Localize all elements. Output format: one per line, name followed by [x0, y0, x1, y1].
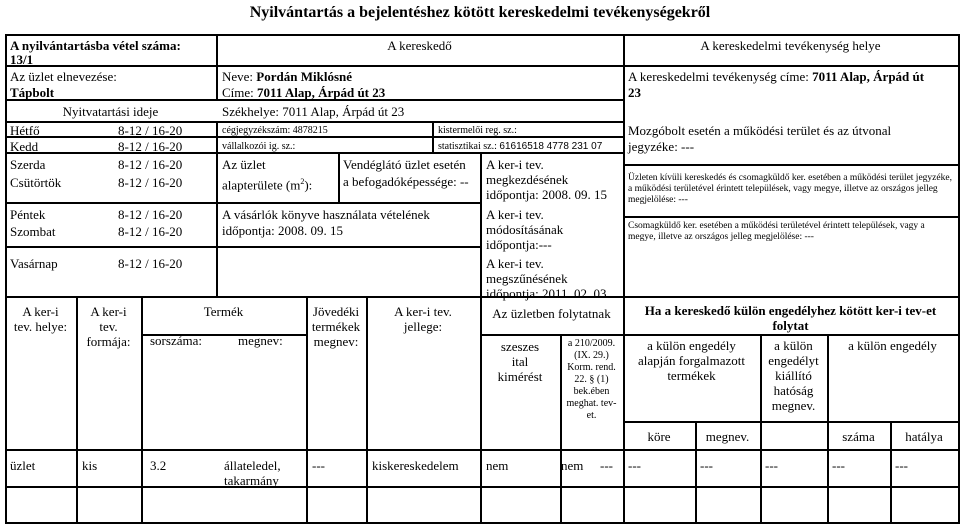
reg-number-value: 13/1 — [10, 52, 34, 67]
permit-authority-5: megnev. — [771, 398, 816, 413]
data-permit-cell: --- — [832, 458, 845, 473]
day-hours: 8-12 / 16-20 — [118, 139, 183, 154]
address-label: Címe: — [222, 85, 254, 100]
outside-trade-text: Üzleten kívüli kereskedés és csomagküldő ker. esetében a működési terület jegyzéke, a működési területével érintett települések, vagy megye, illetve az országos jelleg megjelölése: --- — [628, 173, 952, 205]
grid-line — [5, 449, 960, 451]
decree-line-2: (IX. 29.) — [574, 350, 609, 361]
permit-authority-2: engedélyt — [768, 353, 819, 368]
data-excise: --- — [312, 458, 325, 473]
day-hours: 8-12 / 16-20 — [118, 256, 183, 271]
alcohol-header-3: kimérést — [497, 369, 543, 384]
place-address-value-2: 23 — [628, 85, 641, 100]
seat-field — [222, 104, 404, 119]
area-unit-label — [222, 174, 312, 192]
form-col-label-2: tev. — [99, 319, 118, 334]
day-hours: 8-12 / 16-20 — [118, 123, 183, 138]
day-hours: 8-12 / 16-20 — [118, 175, 183, 190]
day-hours: 8-12 / 16-20 — [118, 207, 183, 222]
owner-field — [222, 69, 352, 84]
permit-name-header: megnev. — [705, 429, 750, 444]
shop-name-value: Tápbolt — [10, 85, 55, 100]
permit-title-1: Ha a kereskedő külön engedélyhez kötött ker-i tev-et — [644, 303, 937, 318]
grid-line — [623, 421, 960, 423]
decree-line-6: meghat. tev- — [566, 398, 617, 409]
owner-value: Pordán Miklósné — [256, 69, 353, 84]
grid-line — [623, 34, 625, 524]
decree-line-7: et. — [586, 410, 597, 421]
grid-line — [141, 296, 143, 524]
decree-line-4: 22. § (1) — [574, 374, 609, 385]
address-value: 7011 Alap, Árpád út 23 — [257, 85, 386, 100]
permit-number-header: száma — [842, 429, 875, 444]
grid-line — [480, 296, 482, 524]
mobile-route-list: jegyzéke: --- — [628, 139, 695, 154]
grid-line — [623, 164, 960, 166]
excise-header-1: Jövedéki — [312, 304, 360, 319]
data-product-name-1: állateledel, — [224, 458, 281, 473]
grid-line — [623, 334, 960, 336]
entrepreneur-label: vállalkozói ig. sz.: — [222, 141, 296, 152]
grid-line — [5, 202, 480, 204]
alcohol-header-1: szeszes — [500, 339, 540, 354]
area-label-text: alapterülete (m — [222, 177, 301, 193]
permit-products-3: termékek — [667, 368, 716, 383]
data-nature: kiskereskedelem — [372, 458, 459, 473]
grid-line — [5, 522, 960, 524]
grid-line — [623, 216, 960, 218]
product-header: Termék — [203, 304, 244, 319]
trader-header: A kereskedő — [387, 38, 452, 53]
area-sup: 2 — [300, 177, 305, 186]
grid-line — [5, 121, 623, 123]
registry-table — [0, 34, 960, 524]
data-form: kis — [82, 458, 98, 473]
data-permit-cell: --- — [895, 458, 908, 473]
excise-header-3: megnev: — [313, 334, 359, 349]
permit-products-1: a külön engedély — [647, 338, 736, 353]
mailorder-text: Csomagküldő ker. esetében a működési területével érintett települések, vagy a megye, illetve az országos jelleg megjelölése: --- — [628, 221, 925, 242]
opening-hours-label: Nyitvatartási ideje — [62, 104, 159, 119]
end-date: időpontja: 2011. 02. 03 — [486, 286, 607, 301]
place-address-value: 7011 Alap, Árpád út — [812, 69, 925, 84]
grid-line — [5, 65, 960, 67]
catering-capacity: a befogadóképessége: -- — [343, 174, 469, 189]
start-label-2: megkezdésének — [486, 172, 569, 187]
data-permit-cell: --- — [765, 458, 778, 473]
shop-name-label: Az üzlet elnevezése: — [10, 69, 117, 84]
stat-number-field — [438, 141, 602, 153]
day-label: Csütörtök — [10, 175, 62, 190]
company-reg-label: cégjegyzékszám: — [222, 125, 291, 136]
data-permit-cell: --- — [700, 458, 713, 473]
day-label: Kedd — [10, 139, 39, 154]
complaint-book-date: időpontja: 2008. 09. 15 — [222, 223, 343, 238]
start-date: időpontja: 2008. 09. 15 — [486, 187, 607, 202]
decree-line-1: a 210/2009. — [567, 338, 616, 349]
permit-products-2: alapján forgalmazott — [638, 353, 745, 368]
owner-label: Neve: — [222, 69, 254, 84]
end-label-2: megszűnésének — [486, 271, 568, 286]
complaint-book-label: A vásárlók könyve használata vételének — [222, 207, 430, 222]
small-producer-label: kistermelői reg. sz.: — [438, 125, 517, 136]
day-label: Vasárnap — [10, 256, 58, 271]
company-reg-field — [222, 125, 328, 137]
permit-scope-header: köre — [647, 429, 671, 444]
data-permit-cell: --- — [628, 458, 641, 473]
address-field — [222, 85, 385, 100]
place-address-label: A kereskedelmi tevékenység címe: — [628, 69, 809, 84]
company-reg-value: 4878215 — [292, 125, 328, 136]
place-header: A kereskedelmi tevékenység helye — [700, 38, 881, 53]
reg-number-label: A nyilvántartásba vétel száma: — [10, 38, 181, 53]
permit-authority-1: a külön — [774, 338, 813, 353]
grid-line — [958, 34, 960, 524]
nature-header-2: jellege: — [403, 319, 443, 334]
day-label: Szerda — [10, 157, 46, 172]
decree-line-5: bek.ében — [573, 386, 610, 397]
form-col-label-1: A ker-i — [90, 304, 127, 319]
alcohol-header-2: ital — [511, 354, 529, 369]
catering-label: Vendéglátó üzlet esetén — [343, 157, 466, 172]
mod-date: időpontja:--- — [486, 237, 552, 252]
product-name-header: megnev: — [238, 333, 283, 348]
mobile-route-text: Mozgóbolt esetén a működési terület és az útvonal — [628, 123, 892, 138]
grid-line — [480, 152, 482, 296]
place-col-label-1: A ker-i — [22, 304, 59, 319]
grid-line — [480, 334, 623, 336]
grid-line — [5, 246, 480, 248]
place-col-label-2: tev. helye: — [13, 319, 68, 334]
seat-label: Székhelye: — [222, 104, 280, 119]
end-label-1: A ker-i tev. — [486, 256, 544, 271]
grid-line — [5, 296, 960, 298]
mod-label-2: módosításának — [486, 222, 564, 237]
grid-line — [338, 152, 340, 202]
permit-id-header: a külön engedély — [848, 338, 937, 353]
continued-header: Az üzletben folytatnak — [492, 306, 611, 321]
decree-line-3: Korm. rend. — [567, 362, 616, 373]
day-label: Szombat — [10, 224, 56, 239]
permit-validity-header: hatálya — [905, 429, 943, 444]
excise-header-2: termékek — [311, 319, 361, 334]
document-title: Nyilvántartás a bejelentéshez kötött kereskedelmi tevékenységekről — [249, 4, 711, 21]
place-address-field — [628, 69, 924, 84]
data-decree: nem — [561, 458, 584, 473]
form-col-label-3: formája: — [86, 334, 131, 349]
day-hours: 8-12 / 16-20 — [118, 224, 183, 239]
grid-line — [5, 486, 960, 488]
data-permit-cell: --- — [600, 458, 613, 473]
grid-line — [5, 34, 960, 36]
start-label-1: A ker-i tev. — [486, 157, 544, 172]
product-number-header: sorszáma: — [150, 333, 202, 348]
day-label: Hétfő — [10, 123, 40, 138]
nature-header-1: A ker-i tev. — [394, 304, 452, 319]
permit-authority-3: kiállító — [775, 368, 812, 383]
seat-value: 7011 Alap, Árpád út 23 — [282, 104, 405, 119]
data-alcohol: nem — [486, 458, 509, 473]
stat-number-label: statisztikai sz.: — [438, 141, 497, 152]
data-place: üzlet — [10, 458, 36, 473]
grid-line — [216, 121, 218, 296]
stat-number-value: 61616518 4778 231 07 — [499, 141, 603, 152]
permit-title-2: folytat — [772, 318, 809, 333]
day-hours: 8-12 / 16-20 — [118, 157, 183, 172]
data-product-number: 3.2 — [150, 458, 167, 473]
day-label: Péntek — [10, 207, 46, 222]
area-label-end: ): — [304, 177, 313, 193]
area-label: Az üzlet — [222, 157, 266, 172]
mod-label-1: A ker-i tev. — [486, 207, 544, 222]
data-product-name-2: takarmány — [224, 473, 279, 488]
permit-authority-4: hatóság — [773, 383, 814, 398]
grid-line — [432, 121, 434, 152]
